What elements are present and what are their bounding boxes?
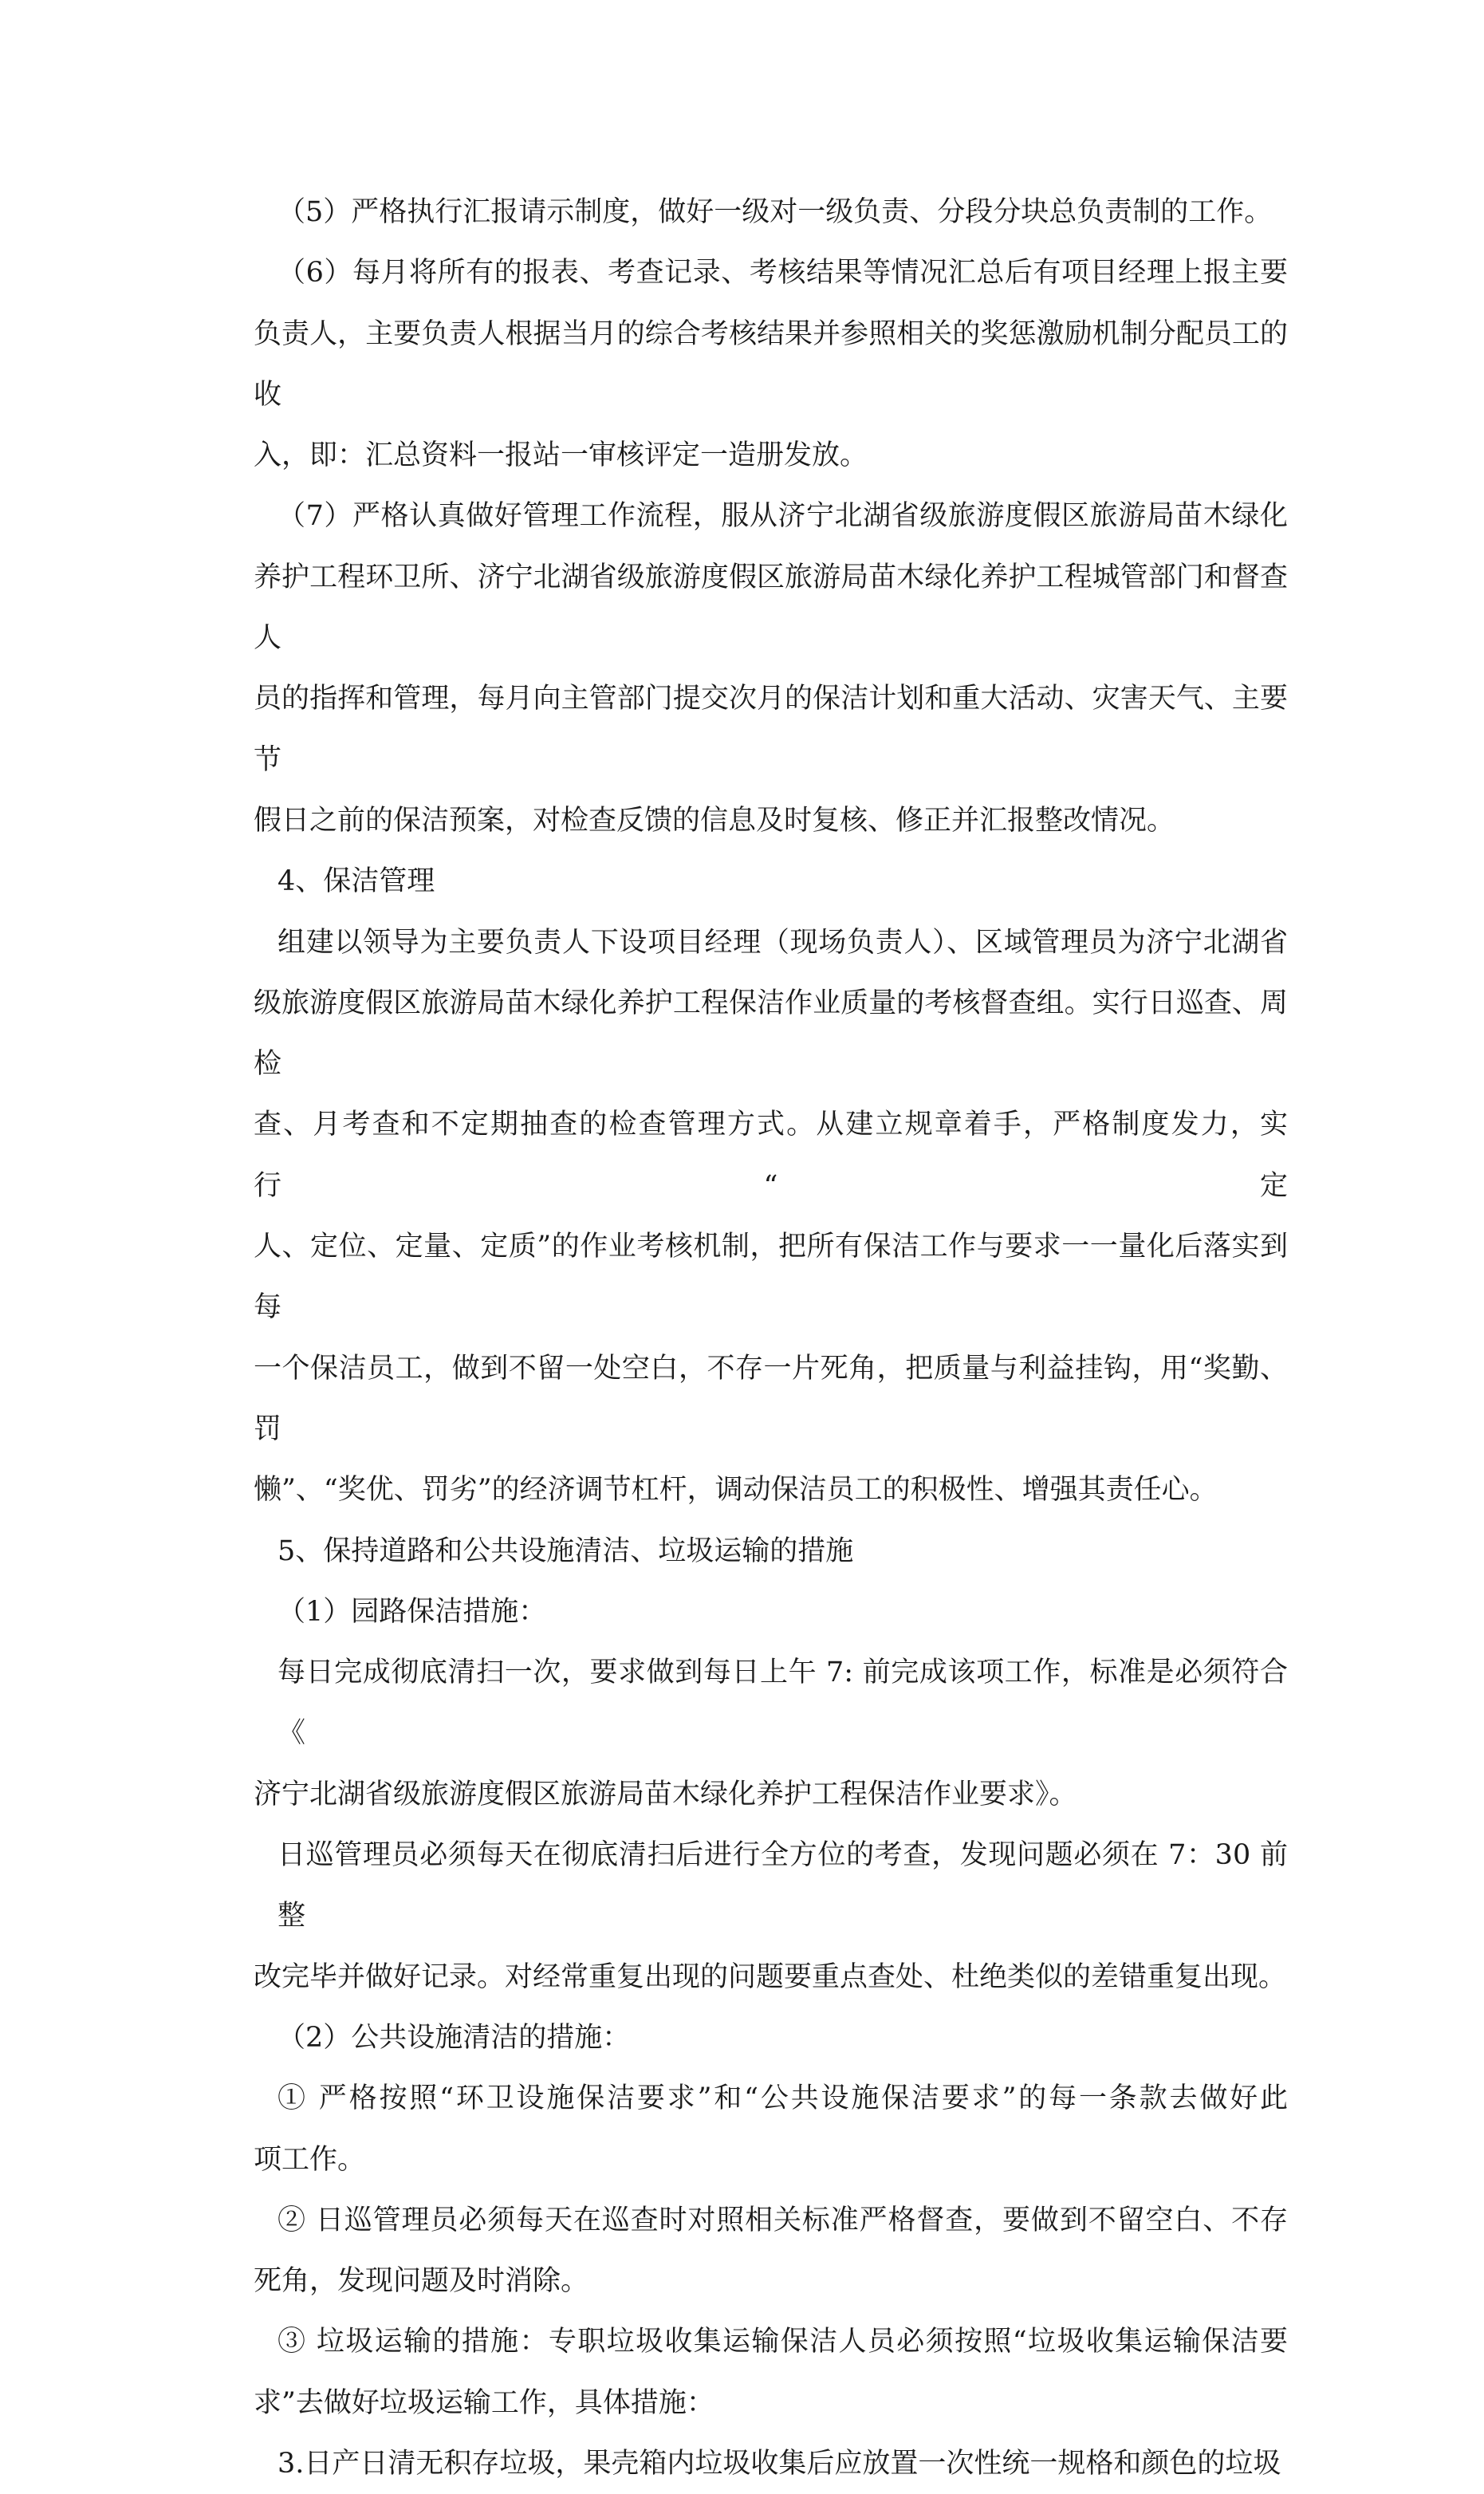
text-line: 人、定位、定量、定质”的作业考核机制，把所有保洁工作与要求一一量化后落实到每 [254,1231,1288,1324]
text-line: 懒”、“奖优、罚劣”的经济调节杠杆，调动保洁员工的积极性、增强其责任心。 [254,1474,1218,1507]
text-line: 养护工程环卫所、济宁北湖省级旅游度假区旅游局苗木绿化养护工程城管部门和督查人 [254,561,1288,655]
text-line: 假日之前的保洁预案，对检查反馈的信息及时复核、修正并汇报整改情况。 [254,804,1175,837]
paragraph [254,486,1288,851]
text-line: 日巡管理员必须每天在彻底清扫后进行全方位的考查，发现问题必须在 7：30 前整 [278,1839,1288,1933]
text-line: 查、月考查和不定期抽查的检查管理方式。从建立规章着手，严格制度发力，实行“定 [254,1109,1288,1202]
text-line: 项工作。 [254,2143,366,2176]
paragraph [254,182,1288,242]
text-line: 员的指挥和管理，每月向主管部门提交次月的保洁计划和重大活动、灾害天气、主要节 [254,683,1288,776]
text-line: 改完毕并做好记录。对经常重复出现的问题要重点查处、杜绝类似的差错重复出现。 [254,1960,1287,1993]
paragraph [254,912,1288,1521]
paragraph [254,2068,1288,2190]
text-line: 4、保洁管理 [278,865,435,898]
paragraph [254,851,1288,912]
text-line: 级旅游度假区旅游局苗木绿化养护工程保洁作业质量的考核督查组。实行日巡查、周检 [254,987,1288,1081]
paragraph [254,1521,1288,1582]
text-line: （5）严格执行汇报请示制度，做好一级对一级负责、分段分块总负责制的工作。 [278,196,1273,228]
paragraph [254,242,1288,486]
text-line: 3.日产日清无积存垃圾，果壳箱内垃圾收集后应放置一次性统一规格和颜色的垃圾 [278,2447,1281,2480]
text-line: 每日完成彻底清扫一次，要求做到每日上午 7: 前完成该项工作，标准是必须符合《 [278,1657,1288,1750]
text-line: 一个保洁员工，做到不留一处空白，不存一片死角，把质量与利益挂钩，用“奖勤、罚 [254,1352,1288,1445]
paragraph [254,2007,1288,2068]
text-line: （2）公共设施清洁的措施： [278,2021,631,2054]
text-line: ① 严格按照“环卫设施保洁要求”和“公共设施保洁要求”的每一条款去做好此 [278,2082,1288,2115]
paragraph [254,2311,1288,2433]
text-line: ② 日巡管理员必须每天在巡查时对照相关标准严格督查，要做到不留空白、不存 [278,2204,1288,2236]
text-line: 组建以领导为主要负责人下设项目经理（现场负责人）、区域管理员为济宁北湖省 [278,926,1288,959]
text-line: ③ 垃圾运输的措施：专职垃圾收集运输保洁人员必须按照“垃圾收集运输保洁要 [278,2326,1288,2358]
text-line: （7）严格认真做好管理工作流程，服从济宁北湖省级旅游度假区旅游局苗木绿化 [278,500,1288,533]
paragraph [254,1825,1288,2007]
text-line: 求”去做好垃圾运输工作，具体措施： [254,2386,714,2419]
paragraph [254,2433,1288,2494]
document-body [254,182,1288,2494]
text-line: （6）每月将所有的报表、考查记录、考核结果等情况汇总后有项目经理上报主要 [278,257,1288,290]
text-line: 死角，发现问题及时消除。 [254,2265,589,2298]
paragraph [254,2190,1288,2312]
paragraph [254,1642,1288,1825]
text-line: 入，即：汇总资料一报站一审核评定一造册发放。 [254,439,868,472]
text-line: 5、保持道路和公共设施清洁、垃圾运输的措施 [278,1535,854,1567]
text-line: 济宁北湖省级旅游度假区旅游局苗木绿化养护工程保洁作业要求》。 [254,1778,1077,1810]
text-line: 负责人，主要负责人根据当月的综合考核结果并参照相关的奖惩激励机制分配员工的收 [254,317,1288,411]
text-line: （1）园路保洁措施： [278,1595,547,1628]
paragraph [254,1582,1288,1642]
